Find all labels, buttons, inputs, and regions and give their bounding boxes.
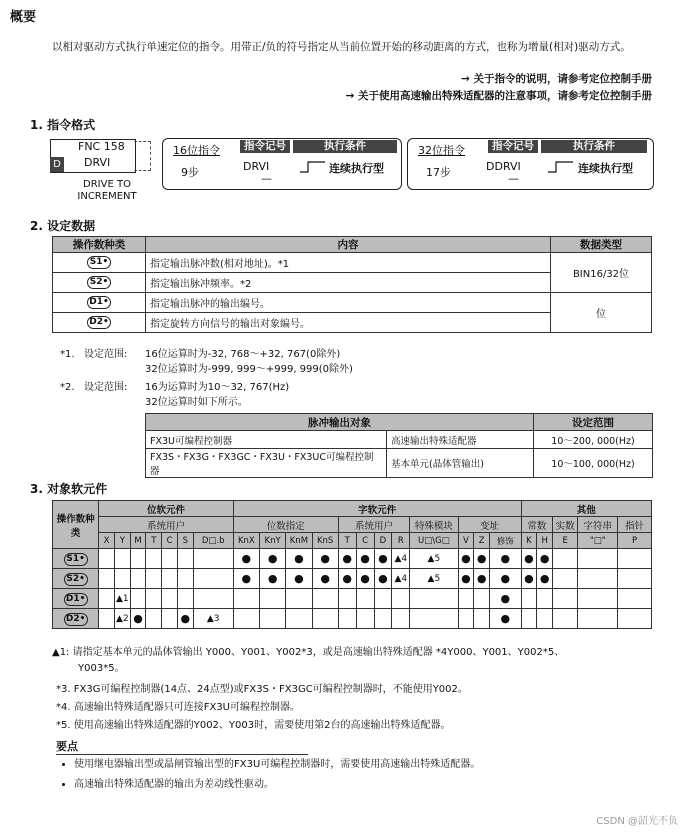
mnemonic-header: 指令记号	[488, 140, 538, 153]
device-cell: ●	[338, 549, 356, 569]
table-row	[146, 431, 653, 449]
pulse-icon	[299, 161, 327, 173]
table-row	[53, 589, 652, 609]
device-cell	[578, 569, 618, 589]
setting-data-table	[52, 236, 652, 333]
device-col: Y	[114, 533, 130, 549]
device-cell	[578, 549, 618, 569]
col-header: 脉冲输出对象	[146, 414, 534, 431]
device-cell	[474, 609, 490, 629]
device-cell	[338, 589, 356, 609]
operand-cell	[53, 569, 99, 589]
point-item: • 使用继电器输出型或晶闸管输出型的FX3U可编程控制器时，需要使用高速输出特殊适配器。	[74, 758, 674, 772]
intro-text: 以相对驱动方式执行单速定位的指令。用带正/负的符号指定从当前位置开始的移动距离的方式，也称为增量(相对)驱动方式。	[52, 41, 631, 53]
note-4: *4. 高速输出特殊适配器只可连接FX3U可编程控制器。	[56, 702, 301, 713]
table-row	[53, 609, 652, 629]
device-cell	[259, 609, 285, 629]
bits-label: 32位指令	[418, 144, 465, 157]
device-cell: ●	[356, 569, 374, 589]
device-cell	[392, 609, 410, 629]
device-cell	[458, 609, 474, 629]
device-cell: ▲3	[193, 609, 233, 629]
device-table	[52, 500, 652, 629]
device-cell	[146, 609, 162, 629]
note-2-line1: 16为运算时为10～32, 767(Hz)	[145, 382, 290, 393]
device-col: S	[177, 533, 193, 549]
points-list	[56, 758, 674, 792]
device-cell: ●	[474, 569, 490, 589]
device-col: P	[618, 533, 652, 549]
subheader-string: 字符串	[578, 517, 618, 533]
subheader-system-user: 系统用户	[338, 517, 409, 533]
bits-label: 16位指令	[173, 144, 220, 157]
device-cell: ●	[177, 609, 193, 629]
device-col: KnM	[286, 533, 312, 549]
col-header: 设定范围	[534, 414, 653, 431]
device-col: D□.b	[193, 533, 233, 549]
device-cell	[338, 609, 356, 629]
table-row	[53, 293, 652, 313]
device-col: X	[99, 533, 115, 549]
note-a1: ▲1: 请指定基本单元的晶体管输出 Y000、Y001、Y002*3，或是高速输出特殊适配器 *4Y000、Y001、Y002*5、	[52, 647, 565, 658]
device-cell	[553, 609, 578, 629]
device-cell: ▲4	[392, 569, 410, 589]
group-header-bit: 位软元件	[99, 501, 234, 517]
device-cell: ●	[130, 609, 146, 629]
device-cell	[537, 609, 553, 629]
device-col: T	[146, 533, 162, 549]
device-cell	[146, 589, 162, 609]
device-cell	[553, 589, 578, 609]
device-cell: ●	[286, 569, 312, 589]
group-header-other: 其他	[521, 501, 651, 517]
device-cell	[99, 549, 115, 569]
watermark: CSDN @韶光不负	[596, 816, 678, 827]
points-title: 要点	[56, 738, 308, 755]
device-cell	[521, 589, 537, 609]
device-col: 修饰	[490, 533, 522, 549]
operand-badge: S1•	[64, 553, 88, 566]
device-cell	[286, 589, 312, 609]
instruction-box-16bit	[162, 138, 402, 190]
page-title: 概要	[10, 10, 37, 25]
device-col: D	[374, 533, 392, 549]
device-cell	[553, 569, 578, 589]
operand-badge: D2•	[87, 316, 111, 329]
device-cell: ▲5	[410, 569, 458, 589]
note-a1-cont: Y003*5。	[78, 663, 125, 674]
device-cell: ●	[338, 569, 356, 589]
device-cell: ▲4	[392, 549, 410, 569]
device-cell: ●	[474, 549, 490, 569]
col-header: 操作数种类	[53, 237, 146, 253]
data-type: 位	[551, 293, 652, 333]
device-cell	[99, 589, 115, 609]
device-cell	[259, 589, 285, 609]
device-col: KnS	[312, 533, 338, 549]
device-cell	[458, 589, 474, 609]
device-col: C	[356, 533, 374, 549]
device-cell	[233, 589, 259, 609]
device-col: E	[553, 533, 578, 549]
device-cell	[474, 589, 490, 609]
table-row	[146, 449, 653, 478]
condition: 连续执行型	[329, 162, 384, 175]
cell-content: 指定输出脉冲的输出编号。	[146, 293, 551, 313]
device-cell: ●	[521, 549, 537, 569]
device-cell: ●	[490, 609, 522, 629]
device-cell: ●	[537, 549, 553, 569]
device-cell	[99, 609, 115, 629]
plc-cell: FX3U可编程控制器	[146, 431, 387, 449]
note-1-mark: *1.	[60, 349, 75, 360]
target-cell: 高速输出特殊适配器	[387, 431, 534, 449]
note-2-mark: *2.	[60, 382, 75, 393]
device-cell	[286, 609, 312, 629]
device-cell: ●	[312, 569, 338, 589]
range-cell: 10～200, 000(Hz)	[534, 431, 653, 449]
table-row	[53, 569, 652, 589]
device-col: KnY	[259, 533, 285, 549]
cell-content: 指定输出脉冲数(相对地址)。*1	[146, 253, 551, 273]
table-row	[53, 549, 652, 569]
section-3-title: 3. 对象软元件	[30, 482, 108, 496]
mnemonic-header: 指令记号	[240, 140, 290, 153]
device-cell	[521, 609, 537, 629]
device-cell: ●	[458, 549, 474, 569]
pulse-icon	[547, 161, 575, 173]
device-cell	[618, 609, 652, 629]
steps-label: 9步	[181, 166, 199, 179]
fnc-name: DRVI	[84, 156, 111, 169]
device-cell	[177, 569, 193, 589]
condition-header: 执行条件	[293, 140, 397, 153]
mnemonic: DRVI	[243, 160, 270, 173]
device-col: "□"	[578, 533, 618, 549]
device-cell: ●	[490, 569, 522, 589]
d-prefix: D	[50, 157, 64, 172]
device-col: C	[162, 533, 178, 549]
operand-badge: S2•	[87, 276, 111, 289]
device-cell	[146, 569, 162, 589]
device-cell: ●	[312, 549, 338, 569]
device-cell: ●	[356, 549, 374, 569]
note-3: *3. FX3G可编程控制器(14点、24点型)或FX3S・FX3GC可编程控制器时，不能使用Y002。	[56, 684, 468, 695]
device-cell	[193, 589, 233, 609]
cell-content: 指定旋转方向信号的输出对象编号。	[146, 313, 551, 333]
device-cell	[356, 609, 374, 629]
operand-cell	[53, 609, 99, 629]
operand-cell	[53, 549, 99, 569]
device-cell	[374, 589, 392, 609]
operand-badge: D1•	[64, 593, 88, 606]
device-cell: ▲5	[410, 549, 458, 569]
mnemonic-dash: —	[508, 172, 519, 185]
device-cell	[553, 549, 578, 569]
device-cell	[537, 589, 553, 609]
col-header: 数据类型	[551, 237, 652, 253]
device-cell	[410, 609, 458, 629]
device-cell: ▲2	[114, 609, 130, 629]
operand-cell	[53, 589, 99, 609]
note-2-line2: 32位运算时如下所示。	[145, 397, 248, 408]
device-cell	[356, 589, 374, 609]
device-cell	[312, 609, 338, 629]
device-col: R	[392, 533, 410, 549]
subheader-pointer: 指针	[618, 517, 652, 533]
ref-link-1: → 关于指令的说明，请参考定位控制手册	[461, 73, 652, 85]
instruction-box-32bit	[407, 138, 654, 190]
operand-badge: S1•	[87, 256, 111, 269]
device-col: H	[537, 533, 553, 549]
data-type: BIN16/32位	[551, 253, 652, 293]
device-cell	[578, 589, 618, 609]
subheader-bit-spec: 位数指定	[233, 517, 338, 533]
device-cell	[312, 589, 338, 609]
point-item: • 高速输出特殊适配器的输出为差动线性驱动。	[74, 778, 674, 792]
device-cell	[177, 549, 193, 569]
device-cell	[130, 569, 146, 589]
col-header: 内容	[146, 237, 551, 253]
device-cell	[374, 609, 392, 629]
device-cell	[114, 549, 130, 569]
device-cell	[618, 589, 652, 609]
device-cell	[410, 589, 458, 609]
group-header-word: 字软元件	[233, 501, 521, 517]
mnemonic-dash: —	[261, 172, 272, 185]
device-cell: ●	[259, 569, 285, 589]
fnc-caption: DRIVE TO INCREMENT	[77, 179, 137, 202]
device-col: KnX	[233, 533, 259, 549]
device-col: U□\G□	[410, 533, 458, 549]
subheader-special-module: 特殊模块	[410, 517, 458, 533]
device-cell	[130, 589, 146, 609]
device-cell: ●	[259, 549, 285, 569]
device-cell: ●	[286, 549, 312, 569]
subheader-const: 常数	[521, 517, 553, 533]
device-col: V	[458, 533, 474, 549]
device-cell	[162, 549, 178, 569]
steps-label: 17步	[426, 166, 451, 179]
note-1-line2: 32位运算时为-999, 999～+999, 999(0除外)	[145, 364, 353, 375]
condition: 连续执行型	[578, 162, 633, 175]
device-cell	[193, 569, 233, 589]
device-cell	[162, 569, 178, 589]
mnemonic: DDRVI	[486, 160, 521, 173]
device-cell: ●	[233, 549, 259, 569]
ref-link-2: → 关于使用高速输出特殊适配器的注意事项，请参考定位控制手册	[345, 90, 652, 102]
subheader-real: 实数	[553, 517, 578, 533]
device-cell	[392, 589, 410, 609]
device-cell	[618, 549, 652, 569]
table-row	[53, 253, 652, 273]
range-cell: 10～100, 000(Hz)	[534, 449, 653, 478]
condition-header: 执行条件	[541, 140, 647, 153]
operand-badge: D1•	[87, 296, 111, 309]
device-cell	[114, 569, 130, 589]
device-cell	[193, 549, 233, 569]
cell-content: 指定输出脉冲频率。*2	[146, 273, 551, 293]
subheader-system-user: 系统用户	[99, 517, 234, 533]
note-2-label: 设定范围:	[84, 382, 128, 393]
device-cell: ●	[490, 589, 522, 609]
device-cell: ●	[374, 569, 392, 589]
pulse-range-table	[145, 413, 653, 478]
corner-header: 操作数种类	[53, 501, 99, 549]
device-col: T	[338, 533, 356, 549]
device-cell: ●	[233, 569, 259, 589]
note-5: *5. 使用高速输出特殊适配器的Y002、Y003时，需要使用第2台的高速输出特殊适配器。	[56, 720, 451, 731]
device-cell: ●	[374, 549, 392, 569]
operand-badge: D2•	[64, 613, 88, 626]
device-cell	[233, 609, 259, 629]
operand-badge: S2•	[64, 573, 88, 586]
device-cell	[578, 609, 618, 629]
fnc-code: FNC 158	[78, 140, 125, 153]
device-cell: ●	[458, 569, 474, 589]
note-1-label: 设定范围:	[84, 349, 128, 360]
device-cell	[146, 549, 162, 569]
device-col: Z	[474, 533, 490, 549]
plc-cell: FX3S・FX3G・FX3GC・FX3U・FX3UC可编程控制器	[146, 449, 387, 478]
note-1-line1: 16位运算时为-32, 768～+32, 767(0除外)	[145, 349, 341, 360]
device-cell	[130, 549, 146, 569]
section-1-title: 1. 指令格式	[30, 118, 96, 132]
target-cell: 基本单元(晶体管输出)	[387, 449, 534, 478]
device-cell: ●	[537, 569, 553, 589]
device-cell: ●	[521, 569, 537, 589]
device-col: M	[130, 533, 146, 549]
device-cell: ▲1	[114, 589, 130, 609]
device-cell	[162, 589, 178, 609]
device-cell	[618, 569, 652, 589]
device-cell	[99, 569, 115, 589]
section-2-title: 2. 设定数据	[30, 219, 96, 233]
device-cell	[162, 609, 178, 629]
device-cell	[177, 589, 193, 609]
device-cell: ●	[490, 549, 522, 569]
device-col: K	[521, 533, 537, 549]
subheader-index: 变址	[458, 517, 521, 533]
